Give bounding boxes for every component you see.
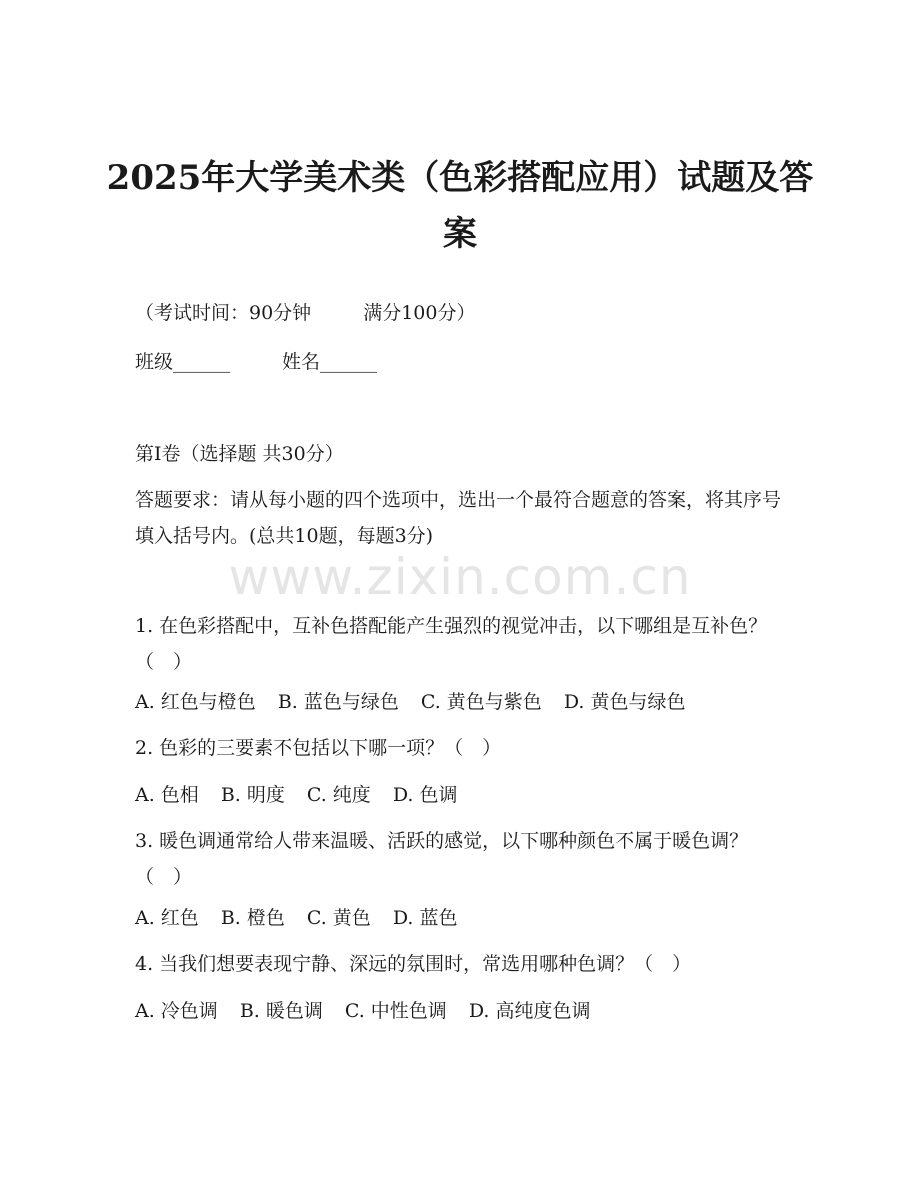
option-b: B. 明度: [220, 784, 285, 806]
name-field-label: 姓名______: [282, 351, 378, 373]
option-b: B. 橙色: [220, 907, 285, 929]
option-c: C. 中性色调: [344, 1000, 447, 1022]
option-d: D. 高纯度色调: [468, 1000, 591, 1022]
option-d: D. 黄色与绿色: [563, 691, 686, 713]
option-b: B. 暖色调: [239, 1000, 323, 1022]
class-field-label: 班级______: [135, 351, 231, 373]
exam-info: [135, 295, 795, 331]
option-c: C. 黄色: [306, 907, 371, 929]
question-1-options: [135, 684, 795, 720]
question-2: 2. 色彩的三要素不包括以下哪一项？（ ）: [135, 737, 502, 759]
section-instructions: 答题要求：请从每小题的四个选项中，选出一个最符合题意的答案，将其序号填入括号内。(总共10题，每题3分): [135, 489, 782, 547]
student-info: [135, 344, 795, 380]
question-2-options: [135, 777, 795, 813]
option-d: D. 色调: [392, 784, 458, 806]
option-a: A. 红色与橙色: [135, 691, 256, 713]
option-a: A. 色相: [135, 784, 199, 806]
option-a: A. 红色: [135, 907, 199, 929]
section-heading: 第I卷（选择题 共30分）: [135, 443, 344, 465]
option-b: B. 蓝色与绿色: [277, 691, 399, 713]
question-1: 1. 在色彩搭配中，互补色搭配能产生强烈的视觉冲击，以下哪组是互补色？（ ）: [135, 615, 768, 673]
exam-time: （考试时间：90分钟: [135, 302, 312, 324]
question-4: 4. 当我们想要表现宁静、深远的氛围时，常选用哪种色调？（ ）: [135, 953, 692, 975]
option-c: C. 黄色与紫色: [420, 691, 542, 713]
document-title: 2025年大学美术类（色彩搭配应用）试题及答案: [106, 158, 814, 254]
question-3-options: [135, 900, 795, 936]
exam-full-score: 满分100分）: [363, 302, 476, 324]
watermark: www.zixin.com.cn: [228, 548, 692, 606]
option-c: C. 纯度: [306, 784, 371, 806]
question-3: 3. 暖色调通常给人带来温暖、活跃的感觉，以下哪种颜色不属于暖色调？（ ）: [135, 830, 749, 888]
question-4-options: [135, 993, 795, 1029]
option-d: D. 蓝色: [392, 907, 458, 929]
option-a: A. 冷色调: [135, 1000, 218, 1022]
